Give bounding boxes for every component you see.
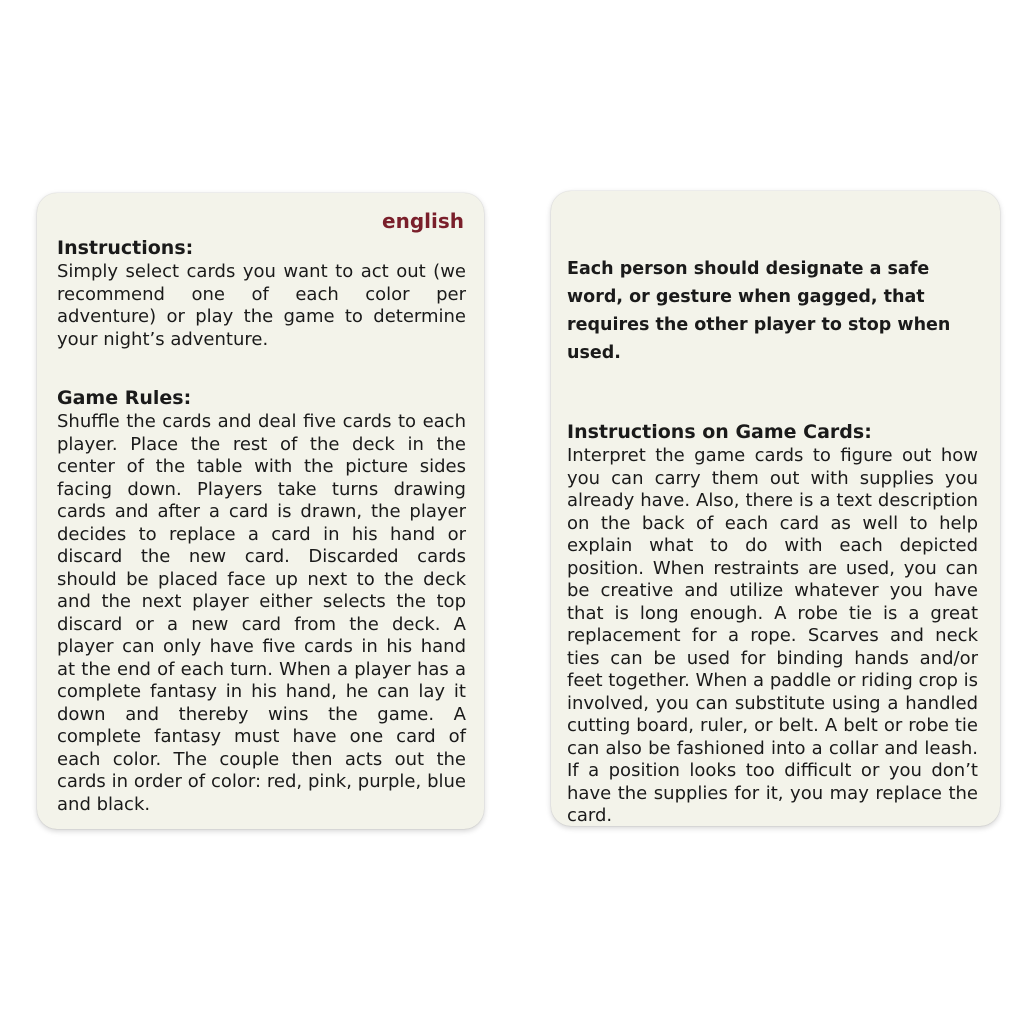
game-cards-text: Interpret the game cards to figure out how you can carry them out with supplies you already have. Also, there is a text description on the back of each card as well to help explain what to do with each depicted position. When restraints are used, you can be creative and utilize whatever you have that is long enough. A robe tie is a great replacement for a rope. Scarves and neck ties can be used for binding hands and/or feet together. When a paddle or riding crop is involved, you can substitute using a handled cutting board, ruler, or belt. A belt or robe tie can also be fashioned into a collar and leash. If a position looks too difficult or you don’t have the supplies for it, you may replace the card.	[567, 445, 978, 826]
game-rules-heading: Game Rules:	[57, 387, 192, 409]
game-rules-text: Shuffle the cards and deal five cards to each player. Place the rest of the deck in the center of the table with the picture sides facing down. Players take turns drawing cards and after a card is drawn, the player decides to replace a card in his hand or discard the new card. Discarded cards should be placed face up next to the deck and the next player either selects the top discard or a new card from the deck. A player can only have five cards in his hand at the end of each turn. When a player has a complete fantasy in his hand, he can lay it down and thereby wins the game. A complete fantasy must have one card of each color. The couple then acts out the cards in order of color: red, pink, purple, blue and black.	[57, 411, 466, 815]
rules-card-left	[37, 193, 484, 829]
language-label: english	[382, 209, 464, 233]
game-cards-heading: Instructions on Game Cards:	[567, 421, 872, 443]
safe-word-notice: Each person should designate a safe word, or gesture when gagged, that requires the other player to stop when used.	[567, 259, 951, 363]
section-spacer	[567, 367, 978, 419]
instructions-heading: Instructions:	[57, 237, 194, 259]
section-spacer	[57, 351, 466, 385]
instructions-text: Simply select cards you want to act out (we recommend one of each color per adventure) or play the game to determine your night’s adventure.	[57, 261, 466, 350]
rules-card-right	[551, 191, 1000, 826]
